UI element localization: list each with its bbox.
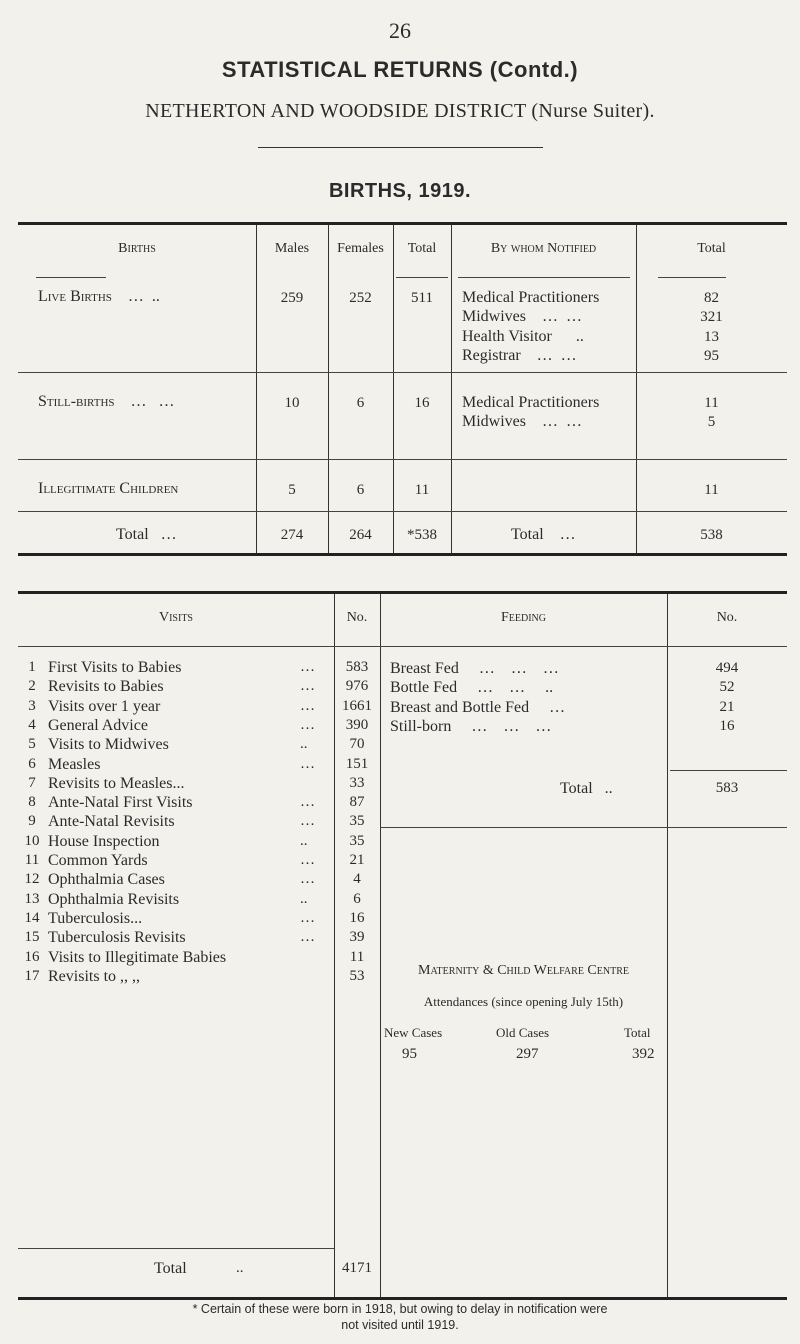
visit-row-label: General Advice: [48, 716, 148, 734]
feeding-item: Bottle Fed … … ..: [390, 679, 554, 697]
feeding-item: Still-born … … …: [390, 717, 552, 735]
feeding-item: Breast and Bottle Fed …: [390, 698, 566, 716]
notified-item: Midwives … …: [462, 308, 582, 326]
visit-row-number: 3: [28, 697, 36, 714]
maternity-subtitle: Attendances (since opening July 15th): [423, 994, 624, 1009]
notified-grand-total: 538: [700, 527, 723, 543]
live-notified-list: [462, 288, 599, 365]
visit-row-number: 10: [24, 832, 40, 849]
visit-row-label: Tuberculosis...: [48, 909, 143, 927]
page-number: 26: [389, 18, 411, 43]
visit-row-number: 8: [28, 794, 36, 811]
visit-row-label: Ophthalmia Cases: [48, 871, 165, 889]
maternity-col-new: New Cases: [384, 1025, 443, 1040]
visits-table: [18, 591, 787, 1301]
total-births: *538: [407, 527, 437, 543]
illegit-females: 6: [356, 482, 365, 498]
visit-row-number: 7: [28, 774, 36, 791]
visit-row-value: 33: [349, 774, 365, 791]
visit-row-number: 4: [28, 716, 36, 733]
footnote-line: not visited until 1919.: [341, 1318, 459, 1332]
maternity-col-total: Total: [624, 1025, 651, 1040]
feeding-item: Breast Fed … … …: [390, 660, 559, 677]
leader-dots: …: [300, 813, 315, 830]
feeding-total-label: Total ..: [560, 780, 613, 797]
maternity-col-old: Old Cases: [496, 1025, 550, 1040]
feeding-value: 21: [719, 698, 735, 715]
leader-dots: ..: [300, 736, 308, 753]
notified-item: Midwives … …: [462, 413, 582, 431]
feeding-end-rule: [380, 827, 787, 828]
maternity-total-value: 392: [632, 1046, 655, 1062]
table-bottom-rule: [18, 553, 787, 556]
page-title: STATISTICAL RETURNS (Contd.): [221, 57, 579, 82]
visit-row-value: 1661: [342, 697, 372, 714]
still-births-label: Still-births … …: [38, 393, 175, 410]
leader-dots: …: [300, 697, 315, 714]
visit-row-value: 6: [353, 890, 361, 907]
maternity-title: Maternity & Child Welfare Centre: [418, 963, 629, 978]
feeding-value: 52: [719, 679, 735, 696]
header-rule: [18, 646, 787, 647]
visit-row-label: Visits over 1 year: [48, 697, 161, 715]
visit-row-number: 1: [28, 659, 36, 675]
header-total-notified: Total: [697, 241, 726, 256]
row-rule: [18, 459, 787, 460]
feeding-total-rule: [670, 770, 787, 771]
visit-row-number: 16: [24, 948, 40, 965]
feeding-value: 16: [719, 717, 735, 734]
total-row-label: Total …: [116, 526, 177, 543]
col-divider: [256, 225, 257, 553]
leader-dots: …: [300, 852, 315, 868]
maternity-old-value: 297: [516, 1046, 539, 1062]
live-births-label: Live Births … ..: [38, 288, 160, 305]
visit-row-label: Revisits to ,, ,,: [48, 967, 141, 985]
header-feeding-no: No.: [716, 610, 738, 625]
leader-dots: ..: [236, 1260, 244, 1276]
district-heading: NETHERTON AND WOODSIDE DISTRICT (Nurse Suiter).: [145, 100, 655, 122]
leader-dots: ..: [300, 832, 308, 849]
visit-row-value: 35: [349, 813, 365, 830]
leader-dots: …: [300, 678, 315, 695]
visit-row-number: 9: [28, 813, 36, 830]
still-females: 6: [356, 395, 365, 411]
notified-total-label: Total …: [511, 526, 576, 543]
notified-total: 95: [704, 347, 719, 364]
header-no: No.: [346, 610, 368, 625]
total-rule: [18, 1248, 334, 1249]
illegitimate-label: Illegitimate Children: [38, 480, 179, 497]
visit-row-label: House Inspection: [48, 832, 160, 850]
table-top-rule: [18, 591, 787, 594]
visit-row-number: 6: [28, 755, 36, 772]
visit-row-label: Common Yards: [48, 852, 148, 869]
feeding-values: [667, 659, 787, 736]
visit-row-label: First Visits to Babies: [48, 659, 182, 676]
visit-row-value: 35: [349, 832, 365, 849]
visit-row-label: Revisits to Babies: [48, 678, 164, 696]
visit-row-value: 390: [345, 716, 369, 733]
notified-total: 11: [704, 395, 719, 411]
still-total: 16: [414, 395, 430, 411]
total-males: 274: [280, 527, 304, 543]
notified-total: 13: [704, 328, 719, 345]
leader-dots: …: [300, 871, 315, 888]
col-divider: [328, 225, 329, 553]
visit-row-label: Visits to Illegitimate Babies: [48, 948, 227, 966]
notified-item: Registrar … …: [462, 346, 577, 364]
col-divider: [380, 594, 381, 1297]
header-total: Total: [407, 241, 437, 256]
header-rule: [458, 277, 630, 278]
visit-row-number: 12: [24, 871, 40, 888]
leader-dots: …: [300, 929, 315, 946]
visit-row-number: 13: [24, 890, 40, 907]
visit-row-value: 70: [349, 736, 365, 753]
header-births: Births: [118, 241, 156, 256]
visit-row-value: 583: [345, 659, 369, 675]
row-rule: [18, 372, 787, 373]
col-divider: [451, 225, 452, 553]
notified-total: 321: [700, 309, 723, 326]
col-divider: [393, 225, 394, 553]
live-males: 259: [280, 290, 304, 306]
notified-item: Medical Practitioners: [462, 289, 600, 306]
visit-row-value: 976: [345, 678, 369, 695]
illegit-males: 5: [288, 482, 296, 498]
divider: [258, 147, 543, 148]
still-notified-list: [462, 393, 599, 432]
leader-dots: …: [300, 755, 315, 772]
visit-row-value: 87: [349, 794, 365, 811]
header-visits: Visits: [158, 610, 193, 625]
header-males: Males: [274, 241, 310, 256]
still-males: 10: [284, 395, 300, 411]
feeding-total-value: 583: [715, 780, 739, 796]
notified-item: Health Visitor ..: [462, 327, 584, 345]
visit-row-number: 11: [24, 852, 40, 868]
notified-total: 82: [704, 290, 719, 306]
visit-row-value: 39: [349, 929, 365, 946]
maternity-new-value: 95: [402, 1046, 417, 1062]
header-rule: [396, 277, 448, 278]
visit-row-value: 16: [349, 909, 365, 926]
visit-row-label: Measles: [48, 755, 101, 773]
visit-row-value: 151: [345, 755, 369, 772]
illegit-total: 11: [414, 482, 430, 498]
leader-dots: ..: [300, 890, 308, 907]
header-notified: By whom Notified: [490, 241, 597, 256]
visit-row-value: 11: [349, 948, 365, 965]
header-rule: [658, 277, 726, 278]
visit-row-number: 15: [24, 929, 40, 946]
visit-row-number: 17: [24, 967, 40, 984]
total-females: 264: [349, 527, 372, 543]
feeding-value: 494: [715, 660, 739, 676]
live-females: 252: [349, 290, 372, 306]
visit-row-label: Ante-Natal Revisits: [48, 813, 175, 831]
leader-dots: …: [300, 659, 315, 675]
footnote: [0, 1301, 800, 1333]
live-notified-totals: [636, 289, 787, 366]
feeding-list: [390, 659, 565, 736]
visits-total-label: Total: [154, 1260, 187, 1277]
visits-total-value: 4171: [342, 1260, 372, 1276]
visit-row-label: Ophthalmia Revisits: [48, 890, 180, 908]
notified-item: Medical Practitioners: [462, 394, 600, 411]
footnote-line: * Certain of these were born in 1918, but owing to delay in notification were: [192, 1302, 608, 1316]
live-total: 511: [411, 290, 433, 306]
still-notified-totals: [636, 394, 787, 433]
visit-row-number: 14: [24, 909, 40, 926]
header-feeding: Feeding: [501, 610, 546, 625]
table-bottom-rule: [18, 1297, 787, 1300]
visit-row-label: Ante-Natal First Visits: [48, 794, 193, 812]
visit-row-number: 2: [28, 678, 36, 695]
col-divider: [636, 225, 637, 553]
leader-dots: …: [300, 716, 315, 733]
visit-row-value: 21: [349, 852, 365, 868]
table-top-rule: [18, 222, 787, 225]
illegit-notified-total: 11: [704, 482, 719, 498]
visit-row-label: Visits to Midwives: [48, 736, 169, 754]
visit-row-value: 4: [353, 871, 361, 888]
visit-row-number: 5: [28, 736, 36, 753]
leader-dots: …: [300, 909, 315, 926]
notified-total: 5: [707, 414, 716, 431]
visit-row-label: Tuberculosis Revisits: [48, 929, 186, 947]
visit-row-label: Revisits to Measles...: [48, 774, 185, 792]
header-rule: [36, 277, 106, 278]
births-table: [18, 222, 787, 556]
leader-dots: …: [300, 794, 315, 811]
section-title: BIRTHS, 1919.: [328, 180, 472, 202]
row-rule: [18, 511, 787, 512]
header-females: Females: [337, 241, 384, 256]
visit-row-value: 53: [349, 967, 365, 984]
